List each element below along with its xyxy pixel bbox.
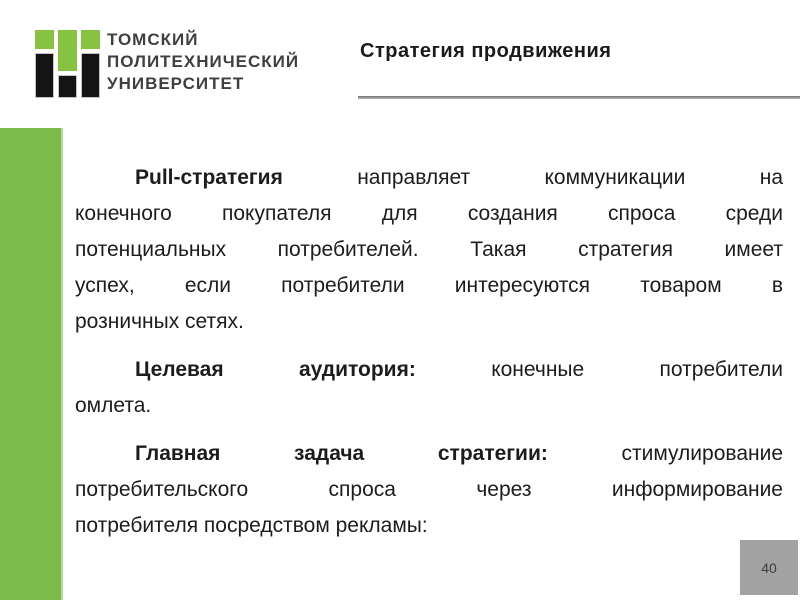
- university-name-line: ТОМСКИЙ: [107, 30, 199, 49]
- university-name-line: ПОЛИТЕХНИЧЕСКИЙ: [107, 52, 300, 71]
- line-text: направляет коммуникации на: [282, 166, 783, 189]
- paragraph-pull-strategy: [75, 160, 783, 340]
- logo-block-green: [58, 30, 77, 71]
- text-line: [75, 508, 783, 544]
- line-text: успех, если потребители интересуются товаром в: [75, 274, 783, 297]
- line-text: стимулирование: [547, 442, 783, 465]
- text-line: [75, 436, 783, 472]
- page-number: 40: [761, 559, 777, 576]
- text-line: [75, 472, 783, 508]
- line-text: конечные потребители: [415, 358, 783, 381]
- logo-block-black: [81, 53, 100, 98]
- line-text: потребителя посредством рекламы:: [75, 514, 428, 537]
- slide-title: Стратегия продвижения: [360, 40, 612, 62]
- text-line: [75, 232, 783, 268]
- line-text: розничных сетях.: [75, 310, 244, 333]
- text-line: [75, 196, 783, 232]
- line-text: потребительского спроса через информирование: [75, 478, 783, 501]
- page-number-badge: [740, 540, 798, 595]
- logo-column: [35, 30, 54, 98]
- logo-block-black: [35, 53, 54, 98]
- text-line: [75, 268, 783, 304]
- line-text: потенциальных потребителей. Такая стратегия имеет: [75, 238, 783, 261]
- paragraph-target-audience: [75, 352, 783, 424]
- bold-lead: Целевая аудитория:: [135, 358, 416, 381]
- paragraph-main-task: [75, 436, 783, 544]
- bold-lead: Главная задача стратегии:: [135, 442, 548, 465]
- line-text: омлета.: [75, 394, 152, 417]
- left-accent-bar: [0, 128, 63, 600]
- logo-block-black: [58, 75, 77, 98]
- university-name: [107, 29, 299, 95]
- logo-block-green: [35, 30, 54, 49]
- text-line: [75, 304, 783, 340]
- logo-column: [58, 30, 77, 98]
- tpu-logo-icon: [35, 30, 100, 98]
- title-underline: [358, 96, 800, 99]
- logo-block-green: [81, 30, 100, 49]
- bold-lead: Pull-стратегия: [135, 166, 283, 189]
- text-line: [75, 160, 783, 196]
- line-text: конечного покупателя для создания спроса среди: [75, 202, 783, 225]
- text-line: [75, 352, 783, 388]
- logo-column: [81, 30, 100, 98]
- slide-body-text: [75, 160, 783, 556]
- text-line: [75, 388, 783, 424]
- university-name-line: УНИВЕРСИТЕТ: [107, 74, 245, 93]
